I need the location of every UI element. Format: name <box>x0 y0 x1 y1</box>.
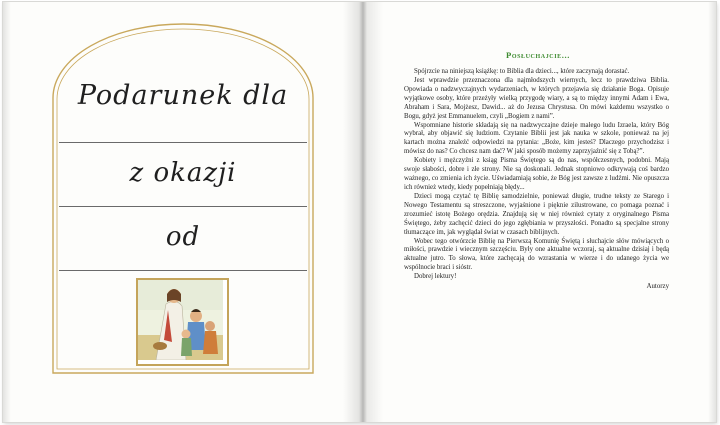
dedication-title: Podarunek dla <box>77 80 289 111</box>
paragraph: Dobrej lektury! <box>414 273 457 281</box>
paragraph: Wobec tego otwórzcie Biblię na Pierwszą Komunię Świętą i słuchajcie słów mówiących o miłości, prawdzie i wiecznym szczęściu. Były one aktualne wczoraj, są aktualne dzisiaj i będą aktualne jutro. To słowa, które zachęcają do wzrastania w wierze i do udanego życia we wspólnocie braci i sióstr. <box>404 237 669 272</box>
page-edge-left <box>3 2 11 422</box>
left-page <box>3 2 360 422</box>
occasion-label: z okazji <box>129 158 237 188</box>
paragraph: Jest wprawdzie przeznaczona dla najmłodszych wiernych, lecz to prawdziwa Biblia. Opowiada o nadzwyczajnych wydarzeniach, w których przejawia się działanie Boga. Opisuje wyjątkowe osoby, które przeżyły wielką przygodę wiary, a są to między innymi Adam i Ewa, Abraham i Sara, Mojżesz, Dawid... aż do Jezusa Chrystusa. On mówi każdemu wszystko o Bogu, gdyż jest Emmanuelem, czyli „Bogiem z nami”. <box>404 76 669 120</box>
dedication-frame <box>51 20 315 375</box>
dedication-line-2 <box>59 206 307 207</box>
signature: Autorzy <box>646 283 669 291</box>
jesus-with-children-illustration <box>136 278 229 366</box>
open-book <box>3 2 716 422</box>
right-page <box>360 2 716 422</box>
paragraph: Dzieci mogą czytać tę Biblię samodzielnie, ponieważ długie, trudne teksty ze Starego i Nowego Testamentu są streszczone, wyjaśnione i pięknie zilustrowane, co pomaga poznać i zrozumieć istotę Bożego orędzia. Znajdują się w niej również cytaty z oryginalnego Pisma Świętego, żeby zachęcić dzieci do jego zgłębiania w przyszłości. Ponadto są specjalne strony tłumaczące im, jak wyglądał świat w czasach biblijnych. <box>404 192 669 236</box>
dedication-line-3 <box>59 270 307 271</box>
paragraph: Wspomniane historie składają się na nadzwyczajne dzieje małego ludu Izraela, który Bóg wybrał, aby objawić się ludziom. Czytanie Biblii jest jak nauka w szkole, ponieważ na jej kartach można znaleźć odpowiedzi na pytania: „Boże, kim jesteś? Dlaczego przychodzisz i mówisz do nas? Co chcesz nam dać? W jaki sposób możemy zaprzyjaźnić się z Tobą?”. <box>404 121 669 156</box>
dedication-line-1 <box>59 142 307 143</box>
paragraph: Kobiety i mężczyźni z ksiąg Pisma Świętego są do nas, współczesnych, podobni. Mają swoje słabości, dobre i złe strony. Nie są doskonali. Jednak stopniowo odkrywają coś bardzo ważnego, co zmienia ich życie. Uświadamiają sobie, że Bóg jest zawsze z ludźmi. Nie opuszcza ich również wtedy, kiedy popełniają błędy... <box>404 157 669 191</box>
from-label: od <box>165 222 201 252</box>
body-text <box>404 68 669 292</box>
page-heading: Posłuchajcie... <box>505 50 571 60</box>
paragraph: Spójrzcie na niniejszą książkę: to Biblia dla dzieci..., które zaczynają dorastać. <box>414 68 630 75</box>
page-edge-right <box>708 2 716 422</box>
